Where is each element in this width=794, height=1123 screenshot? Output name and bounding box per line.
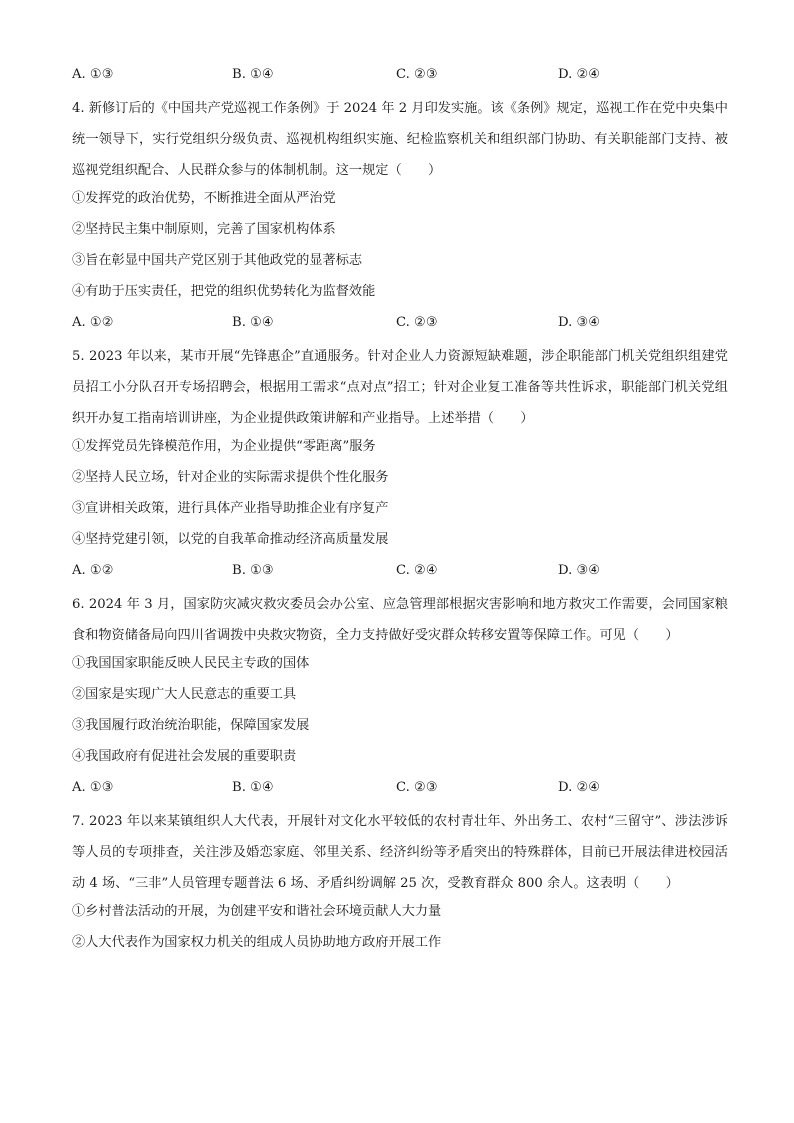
option-c: C. ②③: [396, 780, 438, 795]
option-a: A. ①②: [72, 315, 114, 330]
statement-3: ③我国履行政治统治职能，保障国家发展: [72, 718, 310, 733]
statement-3: ③宣讲相关政策，进行具体产业指导助推企业有序复产: [72, 501, 389, 516]
option-b: B. ①④: [232, 315, 274, 330]
question-options: [72, 558, 728, 589]
question-options: [72, 310, 728, 341]
document-page: [72, 62, 728, 961]
statement-2: ②坚持人民立场，针对企业的实际需求提供个性化服务: [72, 470, 389, 485]
option-c: C. ②③: [396, 315, 438, 330]
option-d: D. ③④: [558, 315, 601, 330]
option-a: A. ①②: [72, 563, 114, 578]
statement-2: ②人大代表作为国家权力机关的组成人员协助地方政府开展工作: [72, 935, 442, 950]
q3-options: [72, 62, 728, 93]
question-stem: 6. 2024 年 3 月，国家防灾减灾救灾委员会办公室、应急管理部根据灾害影响和地方救灾工作需要，会同国家粮食和物资储备局向四川省调拨中央救灾物资，全力支持做好受灾群众转移安置等保障工作。可见（ ）: [72, 597, 728, 643]
question-7: [72, 806, 728, 961]
question-stem: 7. 2023 年以来某镇组织人大代表，开展针对文化水平较低的农村青壮年、外出务工、农村“三留守”、涉法涉诉等人员的专项排查，关注涉及婚恋家庭、邻里关系、经济纠纷等矛盾突出的特殊群体，目前已开展法律进校园活动 4 场、“三非”人员管理专题普法 6 场、矛盾纠纷调解 25 次，受教育群众 800 余人。这表明（ ）: [72, 814, 728, 891]
question-5: [72, 341, 728, 589]
question-stem: 5. 2023 年以来，某市开展“先锋惠企”直通服务。针对企业人力资源短缺难题，涉企职能部门机关党组织组建党员招工小分队召开专场招聘会，根据用工需求“点对点”招工；针对企业复工准备等共性诉求，职能部门机关党组织开办复工指南培训讲座，为企业提供政策讲解和产业指导。上述举措（ ）: [72, 349, 728, 426]
option-c: C. ②④: [396, 563, 438, 578]
option-b: B. ①③: [232, 563, 274, 578]
option-c: C. ②③: [396, 67, 438, 82]
statement-4: ④坚持党建引领，以党的自我革命推动经济高质量发展: [72, 532, 389, 547]
option-a: A. ①③: [72, 67, 114, 82]
option-b: B. ①④: [232, 67, 274, 82]
statement-3: ③旨在彰显中国共产党区别于其他政党的显著标志: [72, 253, 363, 268]
option-d: D. ②④: [558, 67, 601, 82]
option-d: D. ②④: [558, 780, 601, 795]
question-6: [72, 589, 728, 806]
statement-2: ②国家是实现广大人民意志的重要工具: [72, 687, 297, 702]
question-stem: 4. 新修订后的《中国共产党巡视工作条例》于 2024 年 2 月印发实施。该《条例》规定，巡视工作在党中央集中统一领导下，实行党组织分级负责、巡视机构组织实施、纪检监察机关和组织部门协助、有关职能部门支持、被巡视党组织配合、人民群众参与的体制机制。这一规定（ ）: [72, 101, 728, 178]
statement-1: ①发挥党员先锋模范作用，为企业提供“零距离”服务: [72, 439, 376, 454]
statement-4: ④有助于压实责任，把党的组织优势转化为监督效能: [72, 284, 376, 299]
statement-1: ①发挥党的政治优势，不断推进全面从严治党: [72, 191, 336, 206]
statement-1: ①乡村普法活动的开展，为创建平安和谐社会环境贡献人大力量: [72, 904, 442, 919]
option-d: D. ③④: [558, 563, 601, 578]
option-b: B. ①④: [232, 780, 274, 795]
option-a: A. ①③: [72, 780, 114, 795]
question-options: [72, 775, 728, 806]
statement-4: ④我国政府有促进社会发展的重要职责: [72, 749, 297, 764]
statement-2: ②坚持民主集中制原则，完善了国家机构体系: [72, 222, 336, 237]
question-4: [72, 93, 728, 341]
statement-1: ①我国国家职能反映人民民主专政的国体: [72, 656, 310, 671]
